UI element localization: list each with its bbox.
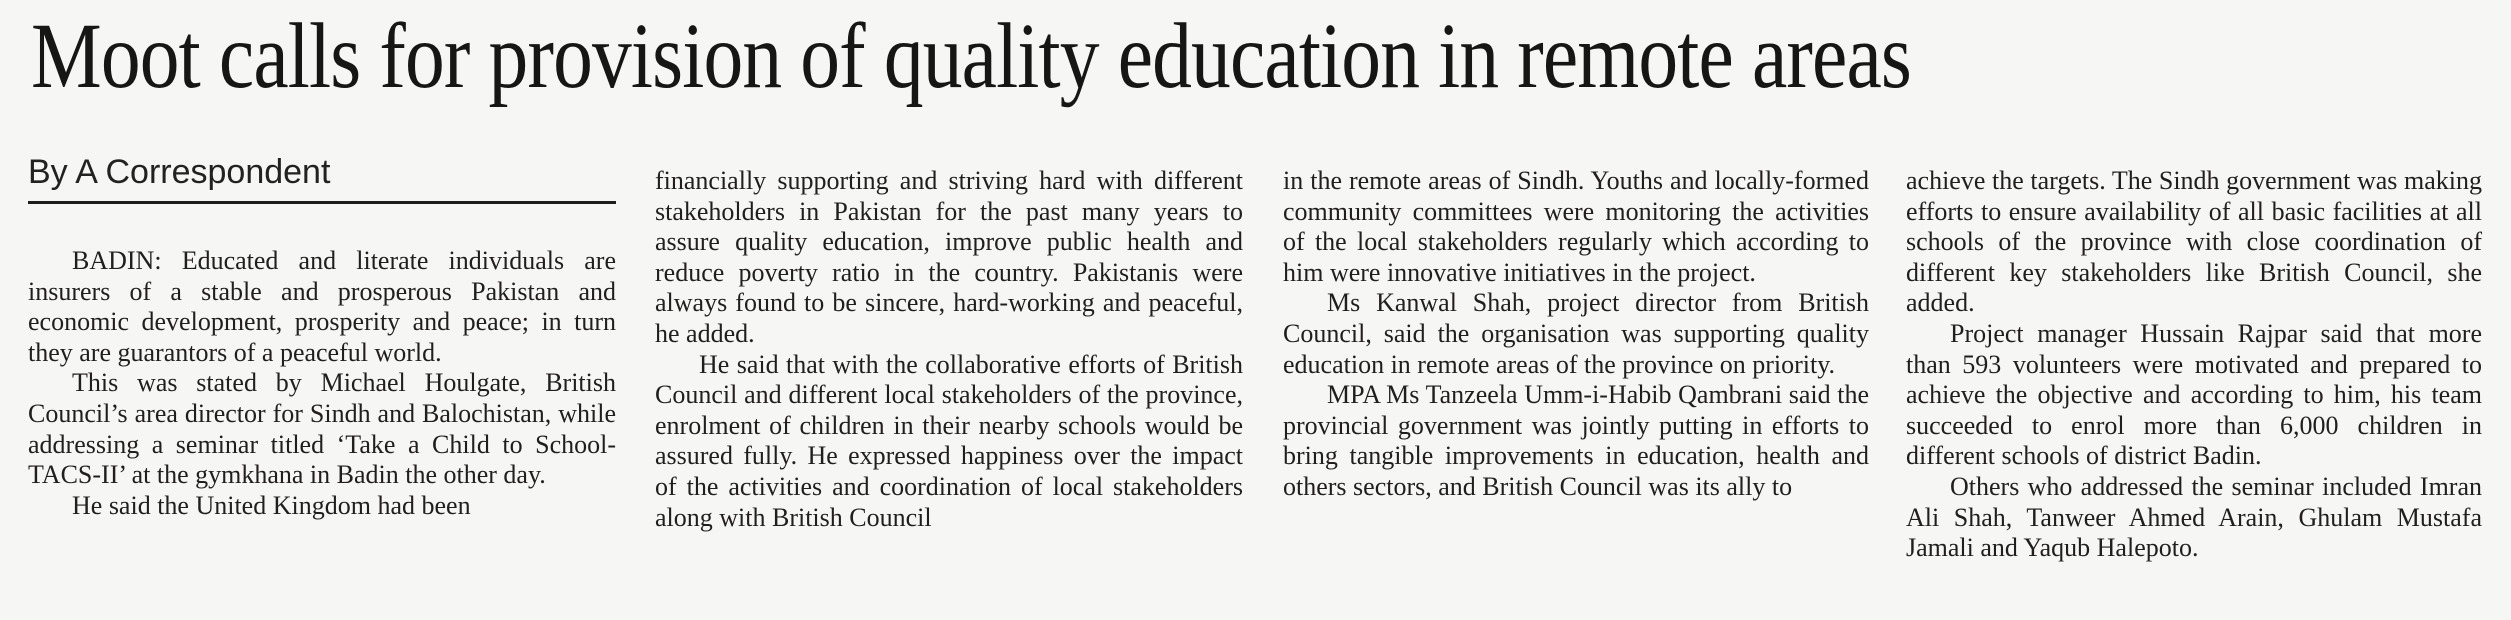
paragraph: in the remote areas of Sindh. Youths and locally-formed community committees were monitoring the activities of the local stakeholders regularly which according to him were innovative initiatives in the project. <box>1283 166 1869 287</box>
paragraph: He said that with the collaborative efforts of British Council and different local stakeholders of the province, enrolment of children in their nearby schools would be assured fully. He expressed happiness over the impact of the activities and coordination of local stakeholders along with British Council <box>655 349 1243 532</box>
article-column-4 <box>1906 166 2482 564</box>
paragraph: Project manager Hussain Rajpar said that more than 593 volunteers were motivated and prepared to achieve the objective and according to him, his team succeeded to enrol more than 6,000 children in different schools of district Badin. <box>1906 318 2482 471</box>
paragraph: MPA Ms Tanzeela Umm-i-Habib Qambrani said the provincial government was jointly putting in efforts to bring tangible improvements in education, health and others sectors, and British Council was its ally to <box>1283 380 1869 501</box>
paragraph: This was stated by Michael Houlgate, British Council’s area director for Sindh and Balochistan, while addressing a seminar titled ‘Take a Child to School-TACS-II’ at the gymkhana in Badin the other day. <box>28 368 616 490</box>
paragraph: financially supporting and striving hard with different stakeholders in Pakistan for the past many years to assure quality education, improve public health and reduce poverty ratio in the country. Pakistanis were always found to be sincere, hard-working and peaceful, he added. <box>655 166 1243 348</box>
byline-rule <box>28 201 616 204</box>
paragraph: Ms Kanwal Shah, project director from British Council, said the organisation was supporting quality education in remote areas of the province on priority. <box>1283 288 1869 379</box>
paragraph: achieve the targets. The Sindh government was making efforts to ensure availability of all basic facilities at all schools of the province with close coordination of different key stakeholders like British Council, she added. <box>1906 166 2482 318</box>
article-column-2 <box>655 166 1243 533</box>
paragraph: BADIN: Educated and literate individuals are insurers of a stable and prosperous Pakistan and economic development, prosperity and peace; in turn they are guarantors of a peaceful world. <box>28 246 616 367</box>
byline: By A Correspondent <box>28 153 331 191</box>
article-column-3 <box>1283 166 1869 503</box>
paragraph: He said the United Kingdom had been <box>72 490 471 520</box>
article-column-1 <box>28 246 616 521</box>
headline: Moot calls for provision of quality education in remote areas <box>31 5 1911 108</box>
paragraph: Others who addressed the seminar included Imran Ali Shah, Tanweer Ahmed Arain, Ghulam Mustafa Jamali and Yaqub Halepoto. <box>1906 471 2482 563</box>
